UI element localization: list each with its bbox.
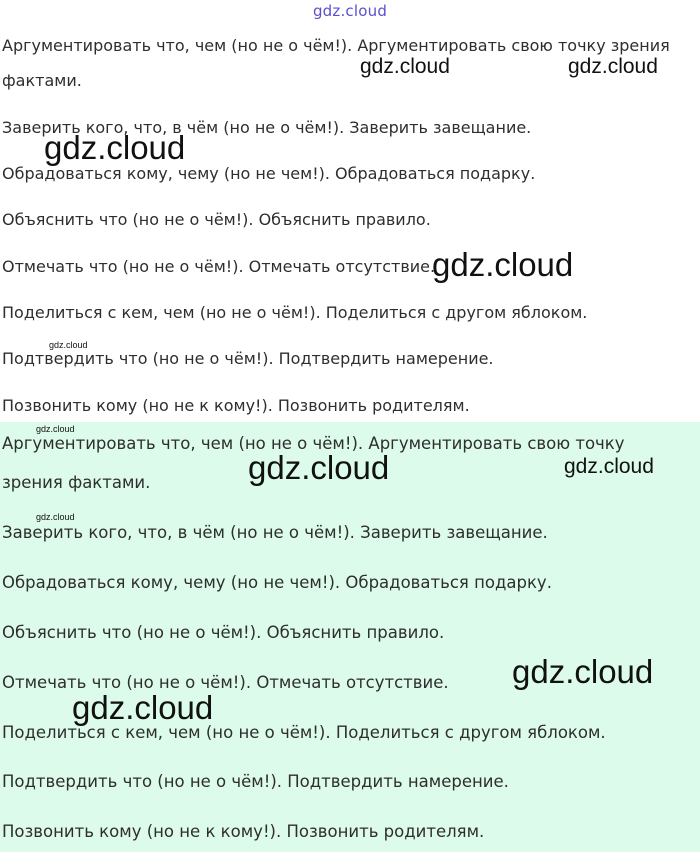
text-line: Обрадоваться кому, чему (но не чем!). Обрадоваться подарку. <box>2 164 536 183</box>
text-line: Аргументировать что, чем (но не о чём!). Аргументировать свою точку <box>2 434 625 453</box>
watermark: gdz.cloud <box>512 653 654 690</box>
text-line: Обрадоваться кому, чему (но не чем!). Обрадоваться подарку. <box>2 573 552 592</box>
site-watermark-header: gdz.cloud <box>312 2 388 20</box>
text-line: Поделиться с кем, чем (но не о чём!). Поделиться с другом яблоком. <box>2 303 588 322</box>
watermark: gdz.cloud <box>360 55 450 78</box>
watermark: gdz.cloud <box>44 129 186 166</box>
answer-block-2 <box>0 422 700 852</box>
text-line: Отмечать что (но не о чём!). Отмечать отсутствие. <box>2 673 449 692</box>
watermark: gdz.cloud <box>49 340 88 350</box>
text-line: зрения фактами. <box>2 473 151 492</box>
watermark: gdz.cloud <box>564 455 654 478</box>
text-line: Подтвердить что (но не о чём!). Подтвердить намерение. <box>2 349 494 368</box>
text-line: Аргументировать что, чем (но не о чём!). Аргументировать свою точку зрения <box>2 36 670 55</box>
text-line: Объяснить что (но не о чём!). Объяснить правило. <box>2 623 445 642</box>
text-line: Объяснить что (но не о чём!). Объяснить правило. <box>2 210 431 229</box>
text-line: Позвонить кому (но не к кому!). Позвонить родителям. <box>2 822 485 841</box>
text-line: Подтвердить что (но не о чём!). Подтвердить намерение. <box>2 772 509 791</box>
watermark: gdz.cloud <box>72 689 214 726</box>
watermark: gdz.cloud <box>36 512 75 522</box>
text-line: Позвонить кому (но не к кому!). Позвонить родителям. <box>2 396 470 415</box>
text-line: Заверить кого, что, в чём (но не о чём!). Заверить завещание. <box>2 523 548 542</box>
watermark: gdz.cloud <box>568 55 658 78</box>
text-line: Заверить кого, что, в чём (но не о чём!). Заверить завещание. <box>2 118 532 137</box>
watermark: gdz.cloud <box>248 449 390 486</box>
text-line: Отмечать что (но не о чём!). Отмечать отсутствие. <box>2 257 436 276</box>
watermark: gdz.cloud <box>432 246 574 283</box>
watermark: gdz.cloud <box>36 424 75 434</box>
text-line: Поделиться с кем, чем (но не о чём!). Поделиться с другом яблоком. <box>2 723 606 742</box>
text-line: фактами. <box>2 71 82 90</box>
